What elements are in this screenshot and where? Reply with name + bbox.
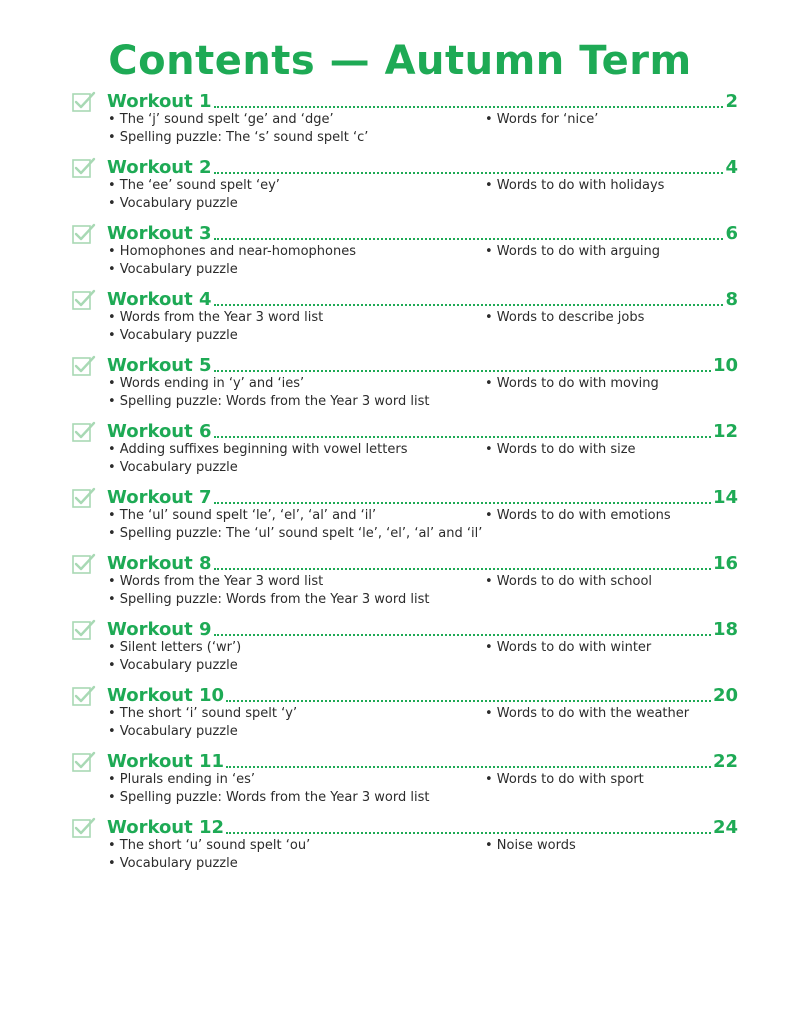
tick-checkbox-icon[interactable] <box>72 685 96 707</box>
tick-checkbox-icon[interactable] <box>72 817 96 839</box>
page-number: 2 <box>725 91 738 112</box>
topic-item: • The ‘j’ sound spelt ‘ge’ and ‘dge’ <box>108 112 334 127</box>
workout-name: Workout 6 <box>107 421 212 442</box>
workout-name: Workout 4 <box>107 289 212 310</box>
page-number: 6 <box>725 223 738 244</box>
dot-leader <box>214 370 711 372</box>
tick-checkbox-icon[interactable] <box>72 223 96 245</box>
vocabulary-topic: • Words to do with winter <box>485 640 652 655</box>
topic-item: • Homophones and near-homophones <box>108 244 356 259</box>
page-number: 22 <box>712 751 738 772</box>
vocabulary-topic: • Noise words <box>485 838 576 853</box>
dot-leader <box>226 700 711 702</box>
workout-name: Workout 12 <box>107 817 225 838</box>
vocabulary-topic: • Words to do with school <box>485 574 653 589</box>
workout-name: Workout 11 <box>107 751 225 772</box>
topic-item: • Vocabulary puzzle <box>108 262 238 277</box>
vocabulary-topic: • Words to do with the weather <box>485 706 690 721</box>
page-number: 20 <box>712 685 738 706</box>
workout-name: Workout 10 <box>107 685 225 706</box>
topic-item: • Words from the Year 3 word list <box>108 310 324 325</box>
topic-item: • Vocabulary puzzle <box>108 328 238 343</box>
topic-item: • The ‘ul’ sound spelt ‘le’, ‘el’, ‘al’ and ‘il’ <box>108 508 377 523</box>
workout-topics <box>108 705 488 741</box>
workout-topics <box>108 177 488 213</box>
workout-entry <box>72 220 738 286</box>
tick-checkbox-icon[interactable] <box>72 751 96 773</box>
tick-checkbox-icon[interactable] <box>72 487 96 509</box>
dot-leader <box>214 568 711 570</box>
workout-name: Workout 5 <box>107 355 212 376</box>
workout-entry <box>72 418 738 484</box>
vocabulary-topic: • Words to do with size <box>485 442 636 457</box>
workout-entry <box>72 88 738 154</box>
page-title: Contents — Autumn Term <box>108 38 692 84</box>
workout-entry <box>72 550 738 616</box>
topic-item: • Words from the Year 3 word list <box>108 574 324 589</box>
workout-entry <box>72 682 738 748</box>
vocabulary-topic: • Words to do with moving <box>485 376 659 391</box>
tick-checkbox-icon[interactable] <box>72 421 96 443</box>
page-number: 12 <box>712 421 738 442</box>
vocabulary-topic: • Words to do with holidays <box>485 178 665 193</box>
workout-topics <box>108 639 488 675</box>
workout-name: Workout 9 <box>107 619 212 640</box>
workout-topics <box>108 441 488 477</box>
topic-item: • Spelling puzzle: The ‘ul’ sound spelt ‘le’, ‘el’, ‘al’ and ‘il’ <box>108 526 483 541</box>
workout-entry <box>72 814 738 880</box>
workout-name: Workout 1 <box>107 91 212 112</box>
dot-leader <box>214 238 724 240</box>
workout-entry <box>72 352 738 418</box>
workout-topics <box>108 375 488 411</box>
workout-name: Workout 7 <box>107 487 212 508</box>
dot-leader <box>214 172 724 174</box>
workout-topics <box>108 111 488 147</box>
topic-item: • Vocabulary puzzle <box>108 658 238 673</box>
workout-entry <box>72 484 738 550</box>
topic-item: • Spelling puzzle: The ‘s’ sound spelt ‘c’ <box>108 130 369 145</box>
page-number: 10 <box>712 355 738 376</box>
tick-checkbox-icon[interactable] <box>72 553 96 575</box>
topic-item: • Vocabulary puzzle <box>108 196 238 211</box>
vocabulary-topic: • Words to describe jobs <box>485 310 645 325</box>
vocabulary-topic: • Words to do with sport <box>485 772 644 787</box>
topic-item: • Vocabulary puzzle <box>108 856 238 871</box>
tick-checkbox-icon[interactable] <box>72 289 96 311</box>
topic-item: • The ‘ee’ sound spelt ‘ey’ <box>108 178 280 193</box>
workout-entry <box>72 748 738 814</box>
tick-checkbox-icon[interactable] <box>72 355 96 377</box>
tick-checkbox-icon[interactable] <box>72 619 96 641</box>
dot-leader <box>226 832 711 834</box>
workout-topics <box>108 837 488 873</box>
page-number: 4 <box>725 157 738 178</box>
topic-item: • Spelling puzzle: Words from the Year 3 word list <box>108 790 430 805</box>
workout-entry <box>72 154 738 220</box>
topic-item: • Adding suffixes beginning with vowel letters <box>108 442 408 457</box>
topic-item: • Plurals ending in ‘es’ <box>108 772 256 787</box>
workout-list <box>72 88 738 880</box>
workout-topics <box>108 507 488 543</box>
workout-name: Workout 2 <box>107 157 212 178</box>
vocabulary-topic: • Words to do with arguing <box>485 244 661 259</box>
page-number: 14 <box>712 487 738 508</box>
topic-item: • Silent letters (‘wr’) <box>108 640 242 655</box>
dot-leader <box>226 766 711 768</box>
dot-leader <box>214 106 724 108</box>
topic-item: • Spelling puzzle: Words from the Year 3 word list <box>108 592 430 607</box>
workout-topics <box>108 243 488 279</box>
topic-item: • Spelling puzzle: Words from the Year 3 word list <box>108 394 430 409</box>
workout-name: Workout 8 <box>107 553 212 574</box>
page-number: 24 <box>712 817 738 838</box>
dot-leader <box>214 436 711 438</box>
vocabulary-topic: • Words to do with emotions <box>485 508 671 523</box>
workout-entry <box>72 286 738 352</box>
page-number: 18 <box>712 619 738 640</box>
topic-item: • The short ‘u’ sound spelt ‘ou’ <box>108 838 311 853</box>
topic-item: • Words ending in ‘y’ and ‘ies’ <box>108 376 305 391</box>
workout-topics <box>108 309 488 345</box>
tick-checkbox-icon[interactable] <box>72 157 96 179</box>
dot-leader <box>214 304 724 306</box>
topic-item: • Vocabulary puzzle <box>108 724 238 739</box>
workout-topics <box>108 573 488 609</box>
workout-topics <box>108 771 488 807</box>
workout-entry <box>72 616 738 682</box>
tick-checkbox-icon[interactable] <box>72 91 96 113</box>
dot-leader <box>214 634 711 636</box>
dot-leader <box>214 502 711 504</box>
vocabulary-topic: • Words for ‘nice’ <box>485 112 599 127</box>
page-number: 8 <box>725 289 738 310</box>
workout-name: Workout 3 <box>107 223 212 244</box>
page-number: 16 <box>712 553 738 574</box>
topic-item: • Vocabulary puzzle <box>108 460 238 475</box>
topic-item: • The short ‘i’ sound spelt ‘y’ <box>108 706 298 721</box>
